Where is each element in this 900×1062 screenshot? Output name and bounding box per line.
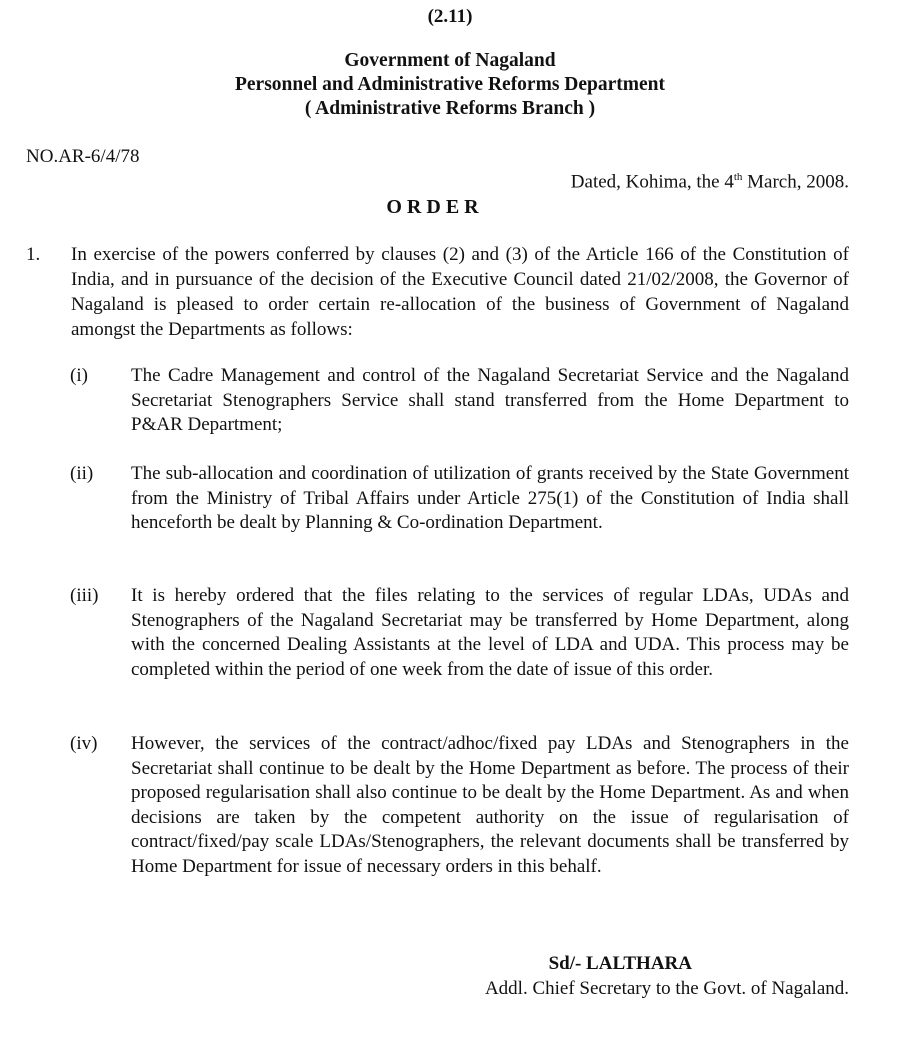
list-item [70,364,849,438]
date-prefix: Dated, Kohima, the 4 [570,171,734,193]
page-reference-number: (2.11) [427,6,473,27]
list-item [70,584,849,682]
signatory-designation: Addl. Chief Secretary to the Govt. of Nagaland. [484,978,849,999]
order-date [571,171,849,193]
date-suffix: March, 2008. [742,171,849,193]
list-item-text: However, the services of the contract/adhoc/fixed pay LDAs and Stenographers in the Secretariat shall continue to be dealt by the Home Department as before. The process of their proposed regularisation shall also continue to be dealt by the Home Department. As and when decisions are taken by the competent authority on the issue of regularisation of contract/fixed/pay scale LDAs/Stenographers, the relevant documents shall be transferred by Home Department for issue of necessary orders in this behalf. [131,733,849,877]
branch-name: ( Administrative Reforms Branch ) [304,98,596,119]
government-name: Government of Nagaland [344,50,556,71]
paragraph-text: In exercise of the powers conferred by clauses (2) and (3) of the Article 166 of the Constitution of India, and in pursuance of the decision of the Executive Council dated 21/02/2008, the Governor of Nagaland is pleased to order certain re-allocation of the business of Government of Nagaland amongst the Departments as follows: [71,244,849,340]
list-item-label: (iii) [70,585,99,606]
order-number: NO.AR-6/4/78 [26,146,140,167]
list-item [70,732,849,879]
list-item-label: (i) [70,365,88,386]
list-item [70,462,849,536]
list-item-label: (iv) [70,733,98,754]
list-item-label: (ii) [70,463,94,484]
list-item-text: It is hereby ordered that the files relating to the services of regular LDAs, UDAs and Stenographers of the Nagaland Secretariat may be transferred by Home Department, along with the concerned Dealing Assistants at the level of LDA and UDA. This process may be completed within the period of one week from the date of issue of this order. [131,585,849,680]
paragraph-number: 1. [26,244,41,265]
signature-block [485,951,849,1001]
department-name: Personnel and Administrative Reforms Department [234,74,666,95]
order-title: ORDER [386,196,484,218]
paragraph-1 [26,242,849,342]
signatory-name: Sd/- LALTHARA [548,953,692,974]
date-ordinal-suffix: th [733,171,743,183]
document-header [0,49,900,121]
list-item-text: The Cadre Management and control of the Nagaland Secretariat Service and the Nagaland Secretariat Stenographers Service shall stand transferred from the Home Department to P&AR Department; [131,365,849,435]
list-item-text: The sub-allocation and coordination of utilization of grants received by the State Government from the Ministry of Tribal Affairs under Article 275(1) of the Constitution of India shall henceforth be dealt by Planning & Co-ordination Department. [131,463,849,533]
